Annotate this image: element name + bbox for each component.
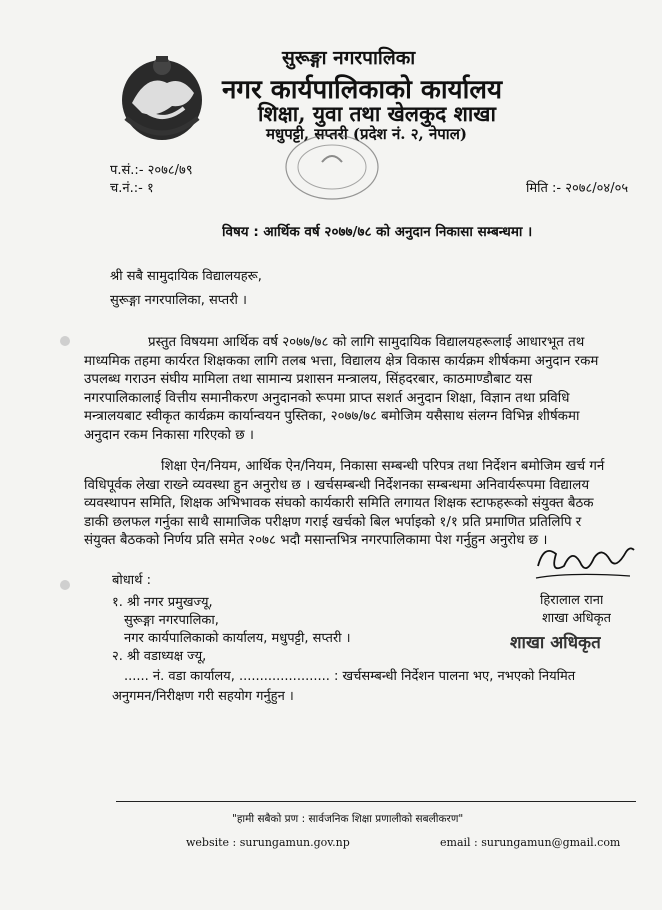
footer-website: website : surungamun.gov.np — [186, 836, 350, 849]
municipality-name: सुरूङ्गा नगरपालिका — [282, 47, 416, 69]
signatory-name: हिरालाल राना — [540, 593, 604, 608]
letter-reference-number: प.सं.:- २०७८/७९ — [110, 163, 193, 178]
cc-item-1-line-1: १. श्री नगर प्रमुखज्यू, — [112, 595, 213, 610]
handwritten-signature — [530, 536, 640, 586]
office-address: मधुपट्टी, सप्तरी (प्रदेश नं. २, नेपाल) — [266, 125, 467, 143]
paragraph-line: माध्यमिक तहमा कार्यरत शिक्षकका लागि तलब भत्ता, विद्यालय क्षेत्र विकास कार्यक्रम शीर्षकमा अनुदान रकम — [84, 353, 599, 369]
letter-subject: विषय : आर्थिक वर्ष २०७७/७८ को अनुदान निकासा सम्बन्धमा । — [222, 224, 533, 240]
paragraph-line: डाकी छलफल गर्नुका साथै सामाजिक परीक्षण गराई खर्चको बिल भर्पाइको १/१ प्रति प्रमाणित प्रतिलिपि र — [84, 514, 582, 530]
signatory-title: शाखा अधिकृत — [542, 611, 612, 626]
section-name: शिक्षा, युवा तथा खेलकुद शाखा — [258, 101, 496, 126]
paragraph-line: नगरपालिकालाई वित्तीय समानीकरण अनुदानको रूपमा प्राप्त सशर्त अनुदान शिक्षा, विज्ञान तथा प्रविधि — [84, 390, 570, 406]
paragraph-line: उपलब्ध गराउन संघीय मामिला तथा सामान्य प्रशासन मन्त्रालय, सिंहदरबार, काठमाण्डौबाट यस — [84, 372, 533, 388]
cc-heading: बोधार्थ : — [112, 573, 151, 588]
cc-item-2: २. श्री वडाध्यक्ष ज्यू, — [112, 649, 207, 664]
dispatch-number: च.नं.:- १ — [110, 181, 154, 196]
nepal-emblem-logo — [112, 48, 212, 148]
punch-hole-mark — [60, 580, 70, 590]
cc-item-1-line-2: सुरूङ्गा नगरपालिका, — [124, 613, 219, 628]
office-name: नगर कार्यपालिकाको कार्यालय — [222, 75, 503, 105]
letter-date: मिति :- २०७८/०४/०५ — [526, 181, 629, 196]
paragraph-line: विधिपूर्वक लेखा राख्ने व्यवस्था हुन अनुरोध छ । खर्चसम्बन्धी निर्देशनका सम्बन्धमा अनिवार्यरूपमा विद्यालय — [84, 477, 590, 493]
cc-item-1-line-3: नगर कार्यपालिकाको कार्यालय, मधुपट्टी, सप्तरी । — [124, 631, 351, 646]
office-seal-stamp — [282, 132, 382, 202]
footer-email: email : surungamun@gmail.com — [440, 836, 621, 849]
designation-stamp: शाखा अधिकृत — [510, 633, 601, 653]
paragraph-line: मन्त्रालयबाट स्वीकृत कार्यक्रम कार्यान्वयन पुस्तिका, २०७७/७८ बमोजिम यसैसाथ संलग्न विभिन्न शीर्षकमा — [84, 409, 580, 425]
paragraph-line: व्यवस्थापन समिति, शिक्षक अभिभावक संघको कार्यकारी समिति लगायत शिक्षक स्टाफहरूको संयुक्त बैठक — [84, 496, 594, 512]
addressee-line-1: श्री सबै सामुदायिक विद्यालयहरू, — [110, 269, 262, 284]
footer-motto: "हामी सबैको प्रण : सार्वजनिक शिक्षा प्रणालीको सबलीकरण" — [232, 813, 464, 825]
body-paragraph-1 — [84, 334, 652, 446]
paragraph-line: अनुदान रकम निकासा गरिएको छ । — [84, 427, 254, 443]
footer-divider — [116, 801, 636, 802]
punch-hole-mark — [60, 336, 70, 346]
paragraph-line: शिक्षा ऐन/नियम, आर्थिक ऐन/नियम, निकासा सम्बन्धी परिपत्र तथा निर्देशन बमोजिम खर्च गर्न — [161, 459, 605, 474]
cc-item-3-line-1: ...... नं. वडा कार्यालय, ...................... : खर्चसम्बन्धी निर्देशन पालना भए, नभएको नियमित — [124, 669, 576, 684]
cc-item-3-line-2: अनुगमन/निरीक्षण गरी सहयोग गर्नुहुन । — [112, 689, 294, 704]
paragraph-line: प्रस्तुत विषयमा आर्थिक वर्ष २०७७/७८ को लागि सामुदायिक विद्यालयहरूलाई आधारभूत तथ — [148, 335, 585, 350]
paragraph-line: संयुक्त बैठकको निर्णय प्रति समेत २०७८ भदौ मसान्तभित्र नगरपालिकामा पेश गर्नुहुन अनुरोध छ । — [84, 533, 548, 549]
addressee-line-2: सुरूङ्गा नगरपालिका, सप्तरी । — [110, 293, 247, 308]
